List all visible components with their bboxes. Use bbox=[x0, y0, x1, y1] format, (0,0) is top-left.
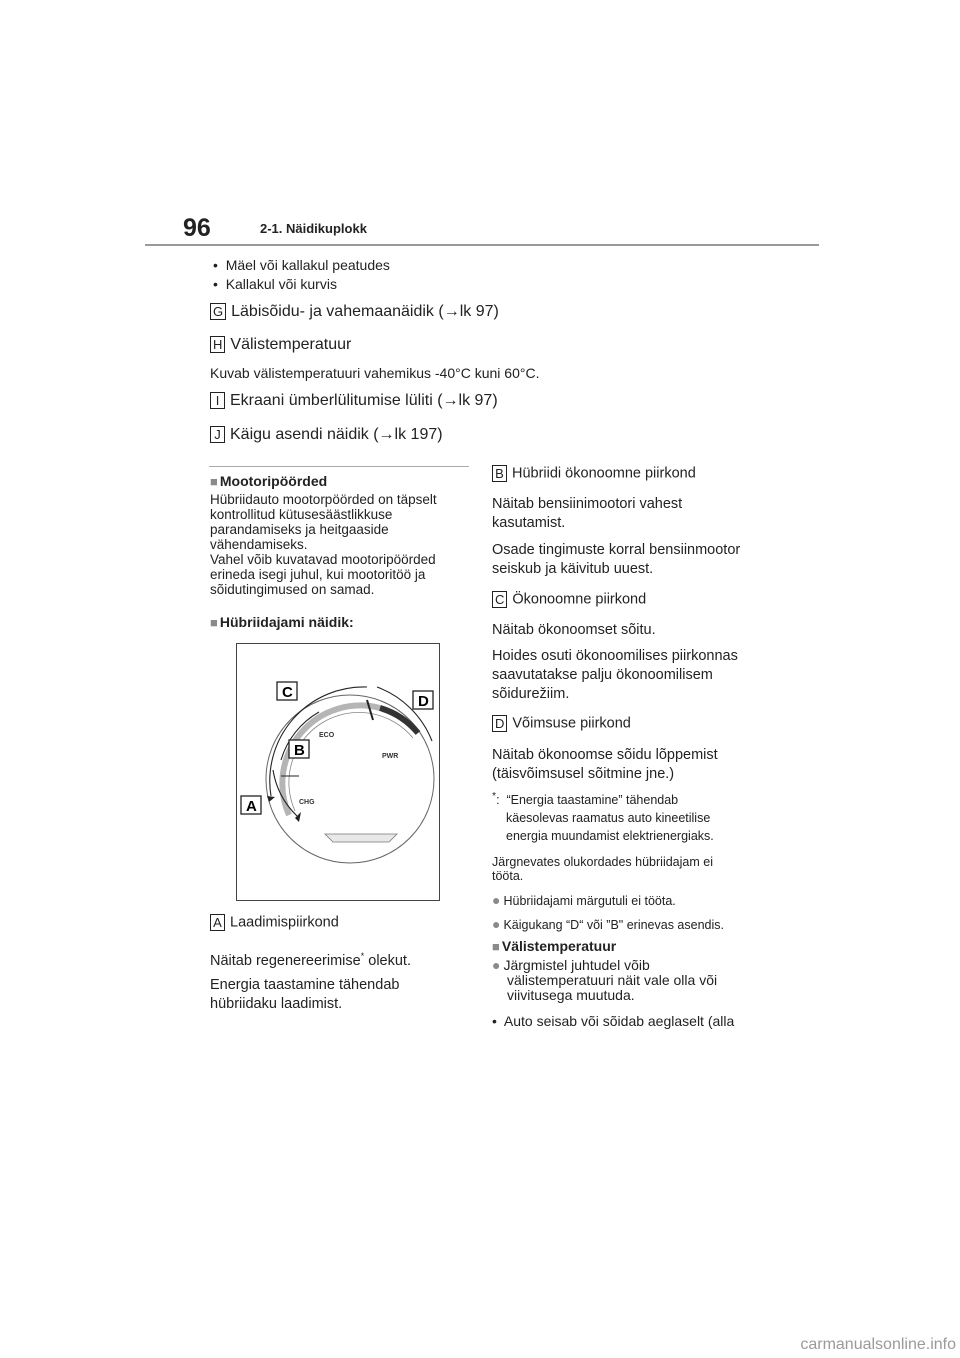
top-bullet: • Mäel või kallakul peatudes bbox=[213, 257, 390, 273]
heading-hybrid-indicator: ■ Hübriidajami näidik: bbox=[210, 614, 354, 630]
b-description-1: Näitab bensiinimootori vahest kasutamist. bbox=[492, 496, 683, 531]
entry-j: J Käigu asendi näidik (→lk 197) bbox=[210, 426, 443, 444]
inactive-item: ● Käigukang “D“ või ”B" erinevas asendis. bbox=[492, 916, 724, 932]
arrowhead bbox=[267, 796, 275, 802]
heading-outside-temp: ■ Välistemperatuur bbox=[492, 938, 617, 954]
watermark: carmanualsonline.info bbox=[800, 1336, 956, 1353]
pwr-label: PWR bbox=[382, 753, 399, 760]
page-number: 96 bbox=[183, 214, 211, 242]
entry-i: I Ekraani ümberlülitumise lüliti (→lk 97) bbox=[210, 392, 498, 410]
entry-d: D Võimsuse piirkond bbox=[492, 715, 631, 732]
letter-box: H bbox=[210, 336, 225, 353]
letter-box: D bbox=[492, 715, 507, 732]
label-c: C bbox=[282, 684, 293, 701]
column-rule bbox=[209, 466, 469, 467]
arrowhead bbox=[295, 812, 301, 822]
temp-item: ● Järgmistel juhtudel võib välistemperatuuri näit vale olla või viivitusega muutuda. bbox=[492, 957, 718, 1003]
engine-rpm-text: Hübriidauto mootorpöörded on täpselt kontrollitud kütusesäästlikkuse parandamiseks ja heitgaaside vähendamiseks. Vahel võib kuvatavad mootoripöörded erineda isegi juhul, kui mootoritöö ja sõidutingimused on samad. bbox=[210, 492, 437, 597]
power-band bbox=[380, 708, 418, 733]
entry-h: H Välistemperatuur bbox=[210, 336, 351, 354]
c-description-1: Näitab ökonoomset sõitu. bbox=[492, 622, 656, 638]
footnote: *: “Energia taastamine” tähendab käesolevas raamatus auto kineetilise energia muundamist elektrienergiaks. bbox=[492, 791, 714, 844]
hybrid-gauge-illustration bbox=[237, 644, 439, 900]
entry-a: A Laadimispiirkond bbox=[210, 914, 339, 931]
top-bullet: • Kallakul või kurvis bbox=[213, 276, 337, 292]
b-description-2: Osade tingimuste korral bensiinmootor seiskub ja käivitub uuest. bbox=[492, 542, 741, 577]
a-energy-text: Energia taastamine tähendab hübriidaku laadimist. bbox=[210, 977, 400, 1012]
a-description: Näitab regenereerimise* olekut. bbox=[210, 951, 411, 969]
label-d: D bbox=[418, 693, 429, 710]
label-a: A bbox=[246, 798, 257, 815]
eco-label: ECO bbox=[319, 732, 335, 739]
letter-box: G bbox=[210, 303, 226, 320]
label-b: B bbox=[294, 742, 305, 759]
letter-box: A bbox=[210, 914, 225, 931]
entry-c: C Ökonoomne piirkond bbox=[492, 591, 646, 608]
section-title: 2-1. Näidikuplokk bbox=[260, 221, 367, 236]
letter-box: C bbox=[492, 591, 507, 608]
hybrid-indicator-figure bbox=[236, 643, 440, 901]
tick bbox=[367, 700, 373, 720]
d-description: Näitab ökonoomse sõidu lõppemist (täisvõimsusel sõitmine jne.) bbox=[492, 747, 718, 782]
chg-label: CHG bbox=[299, 799, 315, 806]
temp-bullet: • Auto seisab või sõidab aeglaselt (alla bbox=[492, 1013, 735, 1029]
heading-engine-rpm: ■ Mootoripöörded bbox=[210, 473, 328, 489]
letter-box: I bbox=[210, 392, 225, 409]
needle-base bbox=[325, 834, 397, 842]
entry-g: G Läbisõidu- ja vahemaanäidik (→lk 97) bbox=[210, 303, 499, 321]
h-description: Kuvab välistemperatuuri vahemikus -40°C kuni 60°C. bbox=[210, 365, 540, 381]
inactive-item: ● Hübriidajami märgutuli ei tööta. bbox=[492, 892, 676, 908]
header-rule bbox=[145, 244, 819, 246]
inactive-intro: Järgnevates olukordades hübriidajam ei tööta. bbox=[492, 855, 713, 883]
eco-band bbox=[282, 705, 380, 815]
letter-box: B bbox=[492, 465, 507, 482]
c-description-2: Hoides osuti ökonoomilises piirkonnas saavutatakse palju ökonoomilisem sõidurežiim. bbox=[492, 648, 738, 702]
letter-box: J bbox=[210, 426, 225, 443]
entry-b: B Hübriidi ökonoomne piirkond bbox=[492, 465, 696, 482]
